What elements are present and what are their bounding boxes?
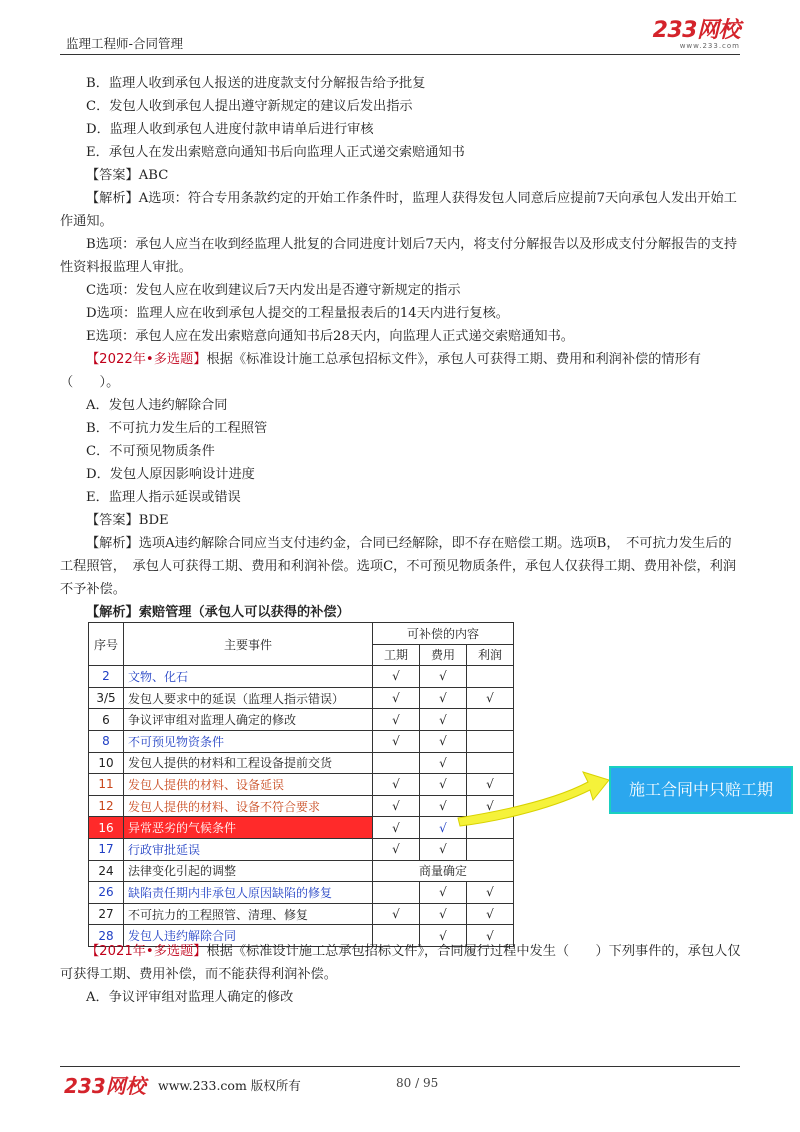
row-number: 17 (89, 838, 124, 860)
row-event: 争议评审组对监理人确定的修改 (124, 709, 373, 731)
row-time: √ (373, 817, 420, 839)
row-time: √ (373, 838, 420, 860)
answer-line (60, 164, 744, 187)
row-cost: √ (420, 838, 467, 860)
row-event: 发包人违约解除合同 (124, 925, 373, 947)
analysis-text: A选项：符合专用条款约定的开始工作条件时，监理人获得发包人同意后应提前7天向承包人发出开始工作通知。 (60, 191, 737, 229)
analysis-e: E选项：承包人应在发出索赔意向通知书后28天内，向监理人正式递交索赔通知书。 (86, 329, 574, 344)
row-number: 10 (89, 752, 124, 774)
header-no: 序号 (89, 623, 124, 666)
row-cost: √ (420, 774, 467, 796)
claims-figure (88, 622, 773, 944)
question-tag: 【2021年•多选题】 (86, 944, 207, 959)
row-number: 27 (89, 903, 124, 925)
row-event: 文物、化石 (124, 666, 373, 688)
page-content (60, 72, 744, 624)
row-number: 12 (89, 795, 124, 817)
question-2021 (60, 940, 744, 986)
option-a: A．发包人违约解除合同 (86, 398, 228, 413)
row-event: 不可预见物资条件 (124, 730, 373, 752)
row-profit: √ (467, 687, 514, 709)
row-profit: √ (467, 925, 514, 947)
page-footer (60, 1070, 740, 1100)
option-a: A．争议评审组对监理人确定的修改 (86, 990, 294, 1005)
row-time: √ (373, 795, 420, 817)
header-divider (60, 54, 740, 55)
row-cost: √ (420, 709, 467, 731)
analysis-tag: 【解析】 (86, 536, 139, 551)
question-stem: 根据《标准设计施工总承包招标文件》，合同履行过程中发生（ ）下列事件的，承包人仅可获得工期、费用补偿，而不能获得利润补偿。 (60, 944, 741, 982)
caption-text: 索赔管理（承包人可以获得的补偿） (138, 605, 350, 620)
row-event: 不可抗力的工程照管、清理、修复 (124, 903, 373, 925)
row-event: 缺陷责任期内非承包人原因缺陷的修复 (124, 882, 373, 904)
row-number: 11 (89, 774, 124, 796)
analysis-text: 选项A违约解除合同应当支付违约金，合同已经解除，即不存在赔偿工期。选项B， 不可抗力发生后的工程照管， 承包人可获得工期、费用和利润补偿。选项C，不可预见物质条件，承包人仅获得工期、费用补偿，利润不予补偿。 (60, 536, 737, 597)
row-number: 8 (89, 730, 124, 752)
analysis-a (60, 187, 744, 233)
row-cost: √ (420, 687, 467, 709)
header-profit: 利润 (467, 644, 514, 666)
row-event: 异常恶劣的气候条件 (124, 817, 373, 839)
table-caption (60, 601, 744, 624)
row-event: 发包人提供的材料、设备延误 (124, 774, 373, 796)
analysis-b: B选项：承包人应当在收到经监理人批复的合同进度计划后7天内，将支付分解报告以及形成支付分解报告的支持性资料报监理人审批。 (60, 237, 738, 275)
option-c: C．发包人收到承包人提出遵守新规定的建议后发出指示 (86, 99, 413, 114)
row-time: √ (373, 774, 420, 796)
option-b: B．监理人收到承包人报送的进度款支付分解报告给予批复 (86, 76, 426, 91)
row-event: 行政审批延误 (124, 838, 373, 860)
header-time: 工期 (373, 644, 420, 666)
option-b: B．不可抗力发生后的工程照管 (86, 421, 268, 436)
option-e: E．监理人指示延误或错误 (86, 490, 241, 505)
row-cost: √ (420, 925, 467, 947)
answer-line (60, 509, 744, 532)
logo-domain: www.233.com (679, 42, 740, 50)
analysis-c: C选项：发包人应在收到建议后7天内发出是否遵守新规定的指示 (86, 283, 461, 298)
row-profit: √ (467, 903, 514, 925)
option-c: C．不可预见物质条件 (86, 444, 215, 459)
logo-text: 233网校 (652, 18, 740, 43)
row-profit: √ (467, 774, 514, 796)
row-number: 24 (89, 860, 124, 882)
answer-value: BDE (138, 513, 169, 528)
answer-tag: 【答案】 (86, 513, 139, 528)
brand-logo (653, 20, 740, 50)
row-merged-value: 商量确定 (373, 860, 514, 882)
option-d: D．监理人收到承包人进度付款申请单后进行审核 (86, 122, 374, 137)
row-profit: √ (467, 795, 514, 817)
row-number: 6 (89, 709, 124, 731)
page-content-lower (60, 940, 744, 1009)
row-event: 发包人提供的材料、设备不符合要求 (124, 795, 373, 817)
row-time: √ (373, 903, 420, 925)
row-number: 26 (89, 882, 124, 904)
page-header (60, 18, 740, 54)
page-number: 80 / 95 (396, 1076, 439, 1090)
row-number: 16 (89, 817, 124, 839)
option-d: D．发包人原因影响设计进度 (86, 467, 255, 482)
analysis-d: D选项：监理人应在收到承包人提交的工程量报表后的14天内进行复核。 (86, 306, 509, 321)
row-number: 3/5 (89, 687, 124, 709)
header-cost: 费用 (420, 644, 467, 666)
row-cost: √ (420, 795, 467, 817)
analysis-paragraph (60, 532, 744, 601)
row-time: √ (373, 666, 420, 688)
document-title: 监理工程师-合同管理 (66, 36, 184, 51)
question-tag: 【2022年•多选题】 (86, 352, 207, 367)
header-event: 主要事件 (124, 623, 373, 666)
row-cost: √ (420, 666, 467, 688)
row-time: √ (373, 730, 420, 752)
row-time: √ (373, 687, 420, 709)
header-compensation: 可补偿的内容 (373, 623, 514, 645)
row-cost: √ (420, 903, 467, 925)
row-event: 发包人提供的材料和工程设备提前交货 (124, 752, 373, 774)
analysis-tag: 【解析】 (86, 605, 139, 620)
row-number: 2 (89, 666, 124, 688)
question-2022 (60, 348, 744, 394)
row-cost: √ (420, 817, 467, 839)
row-profit: √ (467, 882, 514, 904)
row-cost: √ (420, 882, 467, 904)
row-time: √ (373, 709, 420, 731)
callout-box: 施工合同中只赔工期 (609, 766, 793, 814)
footer-divider (60, 1066, 740, 1067)
copyright-text: www.233.com 版权所有 (158, 1078, 301, 1093)
footer-logo: 233网校 (64, 1074, 146, 1098)
analysis-tag: 【解析】 (86, 191, 139, 206)
answer-tag: 【答案】 (86, 168, 139, 183)
question-stem: 根据《标准设计施工总承包招标文件》，承包人可获得工期、费用和利润补偿的情形有（ ）。 (60, 352, 701, 390)
row-event: 发包人要求中的延误（监理人指示错误） (124, 687, 373, 709)
row-number: 28 (89, 925, 124, 947)
row-cost: √ (420, 752, 467, 774)
answer-value: ABC (138, 168, 169, 183)
option-e: E．承包人在发出索赔意向通知书后向监理人正式递交索赔通知书 (86, 145, 465, 160)
row-cost: √ (420, 730, 467, 752)
row-event: 法律变化引起的调整 (124, 860, 373, 882)
